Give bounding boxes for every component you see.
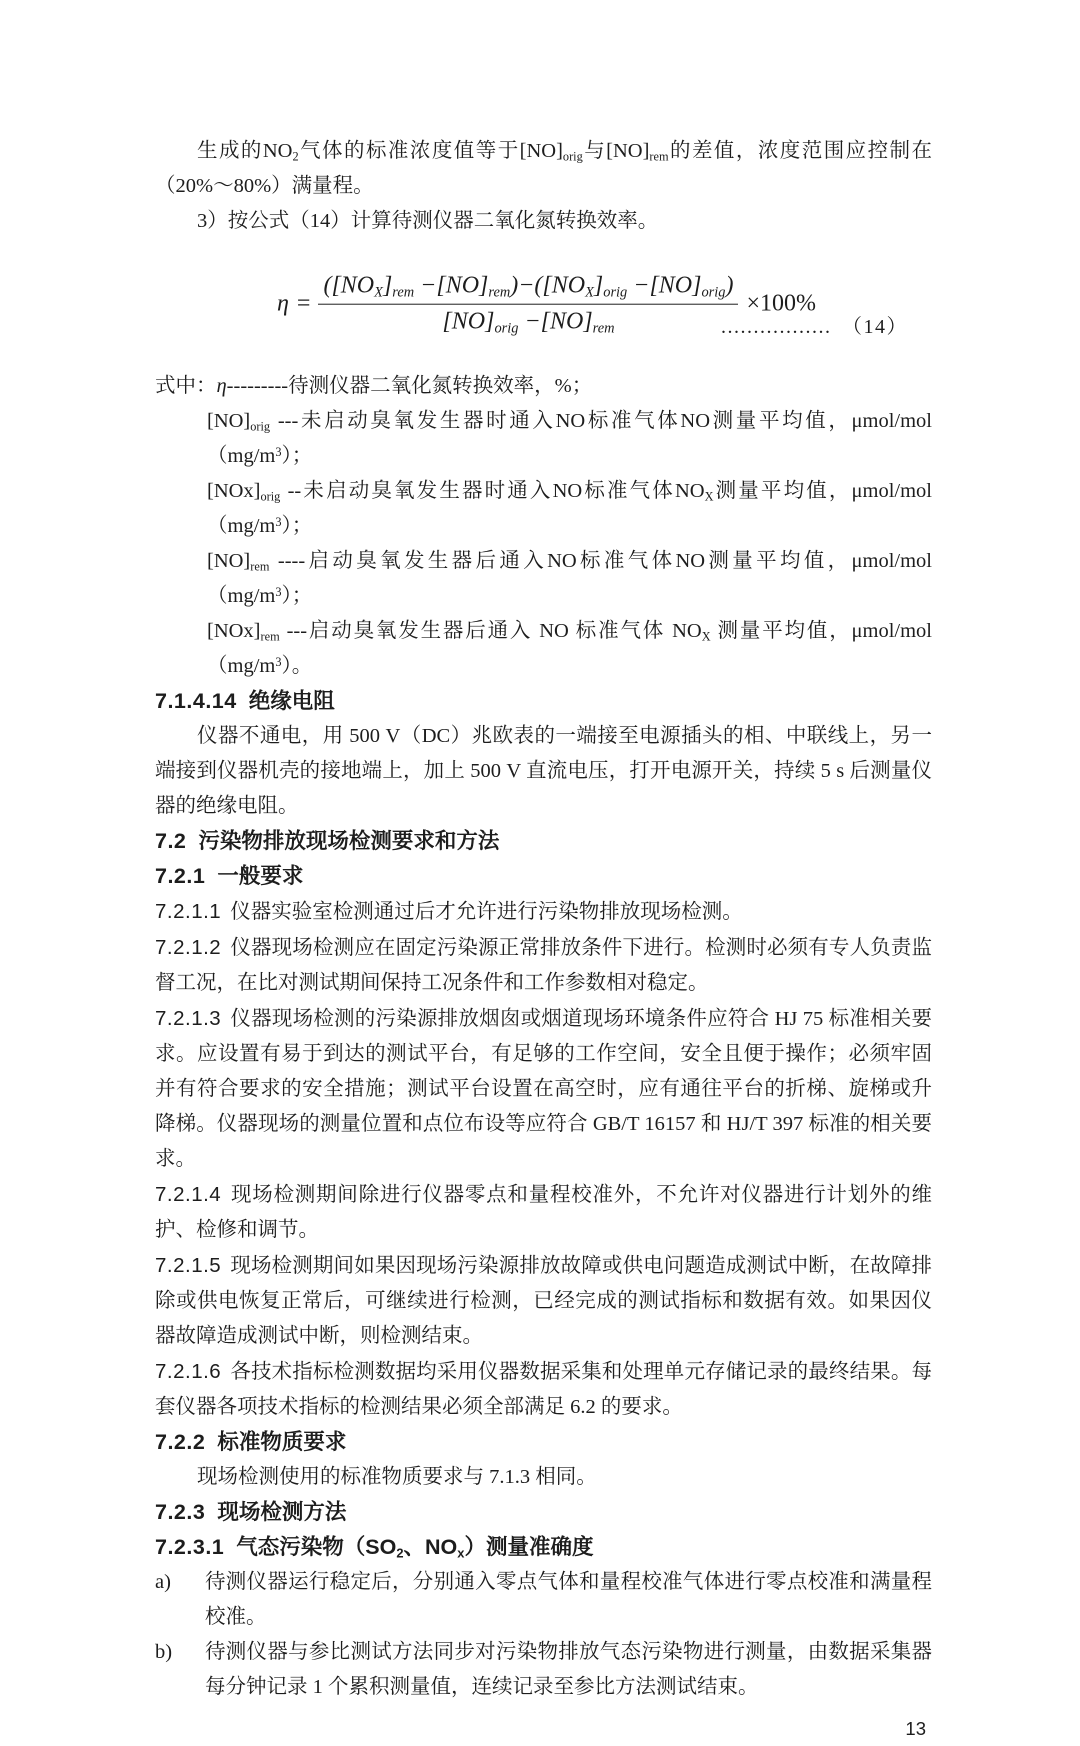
subscript: rem (592, 320, 615, 337)
text-run: ）； (281, 585, 313, 607)
text-run: ---未启动臭氧发生器时通入NO标准气体NO测量平均值，μmol/mol（mg/m (207, 410, 932, 467)
paragraph-7-2-1-1 (155, 894, 932, 930)
text-run: 气体的标准浓度值等于[NO] (298, 140, 563, 162)
equals-sign: = (296, 290, 311, 317)
heading-7-2-3-1 (155, 1530, 932, 1565)
text-run: 仪器不通电，用 500 V（DC）兆欧表的一端接至电源插头的相、中联线上，另一端接到仪器机壳的接地端上，加上 500 V 直流电压，打开电源开关，持续 5 s 后测量仪器的绝缘电阻。 (155, 725, 932, 817)
text-run: 仪器实验室检测通过后才允许进行污染物排放现场检测。 (230, 901, 743, 923)
text-run: 、NO (403, 1535, 458, 1559)
subscript: orig (701, 284, 726, 301)
section-number: 7.2.1.4 (155, 1183, 222, 1206)
text-run: 仪器现场检测的污染源排放烟囱或烟道现场环境条件应符合 HJ 75 标准相关要求。应设置有易于到达的测试平台，有足够的工作空间，安全且便于操作；必须牢固并有符合要求的安全措施；测试平台设置在高空时，应有通往平台的折梯、旋梯或升降梯。仪器现场的测量位置和点位布设等应符合 GB/T 16157 和 HJ/T 397 标准的相关要求。 (155, 1008, 933, 1170)
paragraph-7-2-1-4 (155, 1177, 932, 1248)
text-run: 式中： (155, 375, 217, 397)
subscript: X (704, 489, 714, 504)
text-run: 待测仪器运行稳定后，分别通入零点气体和量程校准气体进行零点校准和满量程校准。 (205, 1571, 932, 1628)
definition-nox-orig (155, 474, 932, 544)
section-number: 7.2.2 (155, 1430, 206, 1454)
italic-symbol: NO (551, 272, 586, 299)
text-run: 一般要求 (217, 864, 304, 888)
eta-symbol: η (277, 290, 289, 317)
text-run: −[ (518, 308, 550, 335)
paragraph-7-2-1-3 (155, 1001, 932, 1177)
text-run: 标准物质要求 (217, 1430, 347, 1454)
definition-nox-rem (155, 614, 932, 684)
list-item-a (155, 1565, 932, 1635)
paragraph-step-3 (155, 204, 932, 239)
text-run: 现场检测使用的标准物质要求与 7.1.3 相同。 (197, 1466, 597, 1488)
page-number: 13 (905, 1718, 926, 1739)
text-run: 现场检测期间如果因现场污染源排放故障或供电问题造成测试中断，在故障排除或供电恢复正常后，可继续进行检测，已经完成的测试指标和数据有效。如果因仪器故障造成测试中断，则检测结束。 (155, 1255, 932, 1347)
text-run: 与[NO] (582, 140, 650, 162)
subscript: X (701, 629, 711, 644)
subscript: rem (649, 149, 669, 164)
text-run: ）。 (281, 655, 313, 677)
text-run: 测量平均值，μmol/mol（mg/m (207, 480, 933, 537)
definition-no-rem (155, 544, 932, 614)
section-number: 7.2.3.1 (155, 1535, 225, 1559)
subscript: rem (250, 559, 270, 574)
text-run: 仪器现场检测应在固定污染源正常排放条件下进行。检测时必须有专人负责监督工况，在比对测试期间保持工况条件和工作参数相对稳定。 (155, 937, 932, 994)
text-run: ---启动臭氧发生器后通入 NO 标准气体 NO (279, 620, 702, 642)
text-run: −[ (414, 272, 446, 299)
text-run: 待测仪器与参比测试方法同步对污染物排放气态污染物进行测量，由数据采集器每分钟记录 1 个累积测量值，连续记录至参比方法测试结束。 (205, 1641, 932, 1698)
list-item-text (205, 1635, 932, 1705)
paragraph-7-2-1-6 (155, 1354, 932, 1425)
section-number: 7.2.1.6 (155, 1360, 222, 1383)
document-body (155, 134, 932, 1705)
text-run: 气态污染物（SO (236, 1535, 397, 1559)
paragraph-7-2-1-5 (155, 1248, 932, 1354)
subscript: rem (260, 629, 280, 644)
text-run: 现场检测方法 (217, 1500, 347, 1524)
section-number: 7.1.4.14 (155, 689, 237, 713)
text-run: 各技术指标检测数据均采用仪器数据采集和处理单元存储记录的最终结果。每套仪器各项技术指标的检测结果必须全部满足 6.2 的要求。 (155, 1361, 932, 1418)
equation-tag (717, 310, 908, 345)
superscript: 3 (275, 584, 282, 599)
text-run: ([ (323, 272, 341, 299)
subscript: rem (488, 284, 511, 301)
text-run: −[ (627, 272, 659, 299)
text-run: ] (479, 272, 489, 299)
subscript: orig (562, 149, 583, 164)
text-run: ] (593, 272, 604, 299)
definition-no-orig (155, 404, 932, 474)
italic-symbol: η (216, 375, 227, 397)
paragraph-reference-materials (155, 1460, 932, 1495)
italic-symbol: NO (451, 308, 486, 335)
superscript: 3 (275, 514, 282, 529)
italic-symbol: NO (445, 272, 480, 299)
list-item-b (155, 1635, 932, 1705)
equation-number: （14） (842, 316, 908, 338)
text-run: ] (485, 308, 495, 335)
paragraph-no2-standard-concentration (155, 134, 932, 204)
formula-where-eta (155, 369, 932, 404)
list-marker: a) (155, 1571, 171, 1593)
heading-7-1-4-14 (155, 684, 932, 719)
section-number: 7.2.3 (155, 1500, 206, 1524)
section-number: 7.2 (155, 829, 187, 853)
text-run: ）测量准确度 (464, 1535, 594, 1559)
text-run: ---------待测仪器二氧化氮转换效率，%； (226, 375, 593, 397)
heading-7-2-1 (155, 859, 932, 894)
dot-leaders: ................. (721, 316, 832, 338)
subscript: 2 (292, 149, 299, 164)
text-run: [NO] (207, 410, 251, 432)
equation-14 (155, 243, 932, 365)
fraction-numerator (318, 272, 738, 305)
text-run: [NOx] (207, 480, 261, 502)
fraction-denominator (442, 305, 614, 337)
paragraph-7-2-1-2 (155, 930, 932, 1001)
text-run: 生成的NO (197, 140, 293, 162)
text-run: 的差值，浓度范围应控制在（20%～80%）满量程。 (155, 140, 933, 197)
subscript: orig (494, 320, 519, 337)
text-run: [NOx] (207, 620, 261, 642)
text-run: ) (725, 272, 734, 299)
subscript: x (457, 1545, 465, 1561)
text-run: ] (382, 272, 393, 299)
paragraph-insulation-resistance (155, 719, 932, 824)
text-run: ）； (281, 515, 313, 537)
subscript: X (374, 284, 383, 301)
text-run: )−([ (510, 272, 552, 299)
fraction (318, 272, 738, 337)
text-run: 现场检测期间除进行仪器零点和量程校准外，不允许对仪器进行计划外的维护、检修和调节。 (155, 1184, 932, 1241)
subscript: 2 (396, 1545, 404, 1561)
text-run: [NO] (207, 550, 251, 572)
section-number: 7.2.1.5 (155, 1254, 222, 1277)
italic-symbol: NO (340, 272, 375, 299)
text-run: 测量平均值，μmol/mol（mg/m (207, 620, 933, 677)
italic-symbol: NO (549, 308, 584, 335)
text-run: 3）按公式（14）计算待测仪器二氧化氮转换效率。 (197, 210, 659, 232)
heading-7-2-3 (155, 1495, 932, 1530)
multiplier: ×100% (746, 290, 817, 317)
italic-symbol: NO (658, 272, 693, 299)
subscript: orig (603, 284, 628, 301)
superscript: 3 (275, 654, 282, 669)
text-run: --未启动臭氧发生器时通入NO标准气体NO (280, 480, 705, 502)
superscript: 3 (275, 444, 282, 459)
subscript: orig (250, 419, 271, 434)
text-run: [ (442, 308, 452, 335)
text-run: 绝缘电阻 (248, 689, 335, 713)
list-marker: b) (155, 1641, 173, 1663)
text-run: ] (692, 272, 702, 299)
list-item-text (205, 1565, 932, 1635)
subscript: X (585, 284, 594, 301)
heading-7-2-2 (155, 1425, 932, 1460)
subscript: orig (260, 489, 281, 504)
section-number: 7.2.1 (155, 864, 206, 888)
text-run: 污染物排放现场检测要求和方法 (198, 829, 500, 853)
heading-7-2 (155, 824, 932, 859)
section-number: 7.2.1.1 (155, 900, 222, 923)
text-run: ）； (281, 445, 313, 467)
subscript: rem (392, 284, 415, 301)
section-number: 7.2.1.2 (155, 936, 222, 959)
text-run: ----启动臭氧发生器后通入NO标准气体NO测量平均值，μmol/mol（mg/m (207, 550, 932, 607)
text-run: ] (583, 308, 593, 335)
section-number: 7.2.1.3 (155, 1007, 222, 1030)
